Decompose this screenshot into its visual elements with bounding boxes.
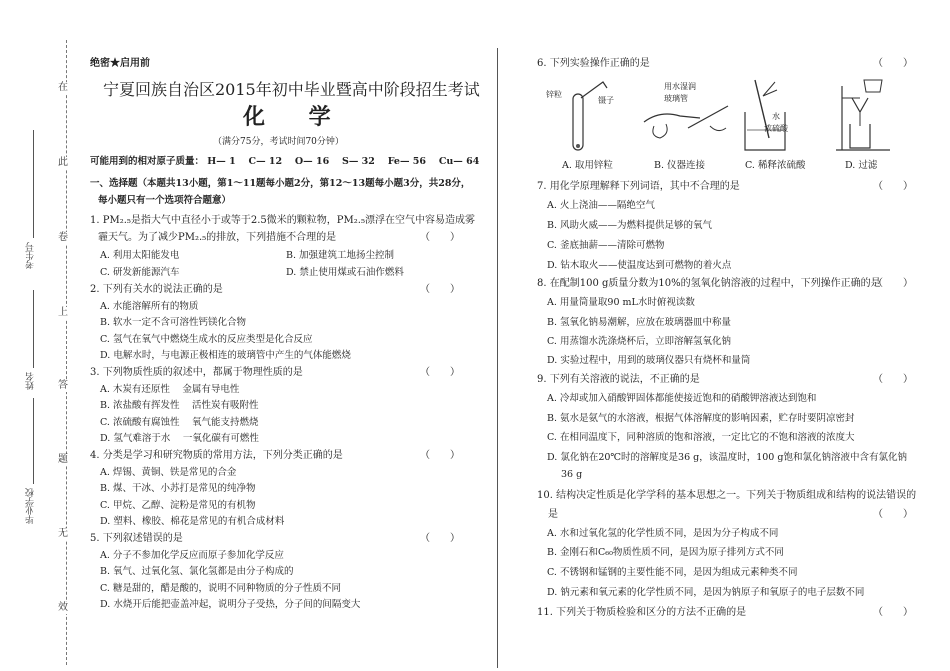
q6-option-d: D. 过滤 xyxy=(845,160,878,171)
answer-paren: （ ） xyxy=(420,533,460,544)
answer-paren: （ ） xyxy=(420,450,460,461)
q7-option-a: A. 火上浇油——隔绝空气 xyxy=(547,200,655,211)
q5-stem: 5. 下列叙述错误的是 xyxy=(90,533,183,544)
q1-stem: 1. PM₂.₅是指大气中直径小于或等于2.5微米的颗粒物，PM₂.₅漂浮在空气中容易造成雾 xyxy=(90,215,475,226)
seal-char: 题 xyxy=(58,454,68,465)
q6-option-a: A. 取用锌粒 xyxy=(562,160,613,171)
fig-label: 水 xyxy=(772,112,780,121)
q11-stem: 11. 下列关于物质检验和区分的方法不正确的是 xyxy=(537,607,747,618)
q7-option-d: D. 钻木取火——使温度达到可燃物的着火点 xyxy=(547,260,732,271)
fig-label: 锌粒 xyxy=(546,90,562,99)
section-heading-2: 每小题只有一个选项符合题意） xyxy=(98,195,232,206)
seal-char: 卷 xyxy=(58,232,68,243)
q1-option-d: D. 禁止使用煤或石油作燃料 xyxy=(286,267,404,278)
q10-stem: 10. 结构决定性质是化学学科的基本思想之一。下列关于物质组成和结构的说法错误的 xyxy=(537,490,917,501)
subject-title: 化 学 xyxy=(243,104,349,130)
q4-option-a: A. 焊锡、黄铜、铁是常见的合金 xyxy=(100,467,237,478)
binding-dashed-line xyxy=(66,40,67,665)
atomic-masses: 可能用到的相对原子质量： H— 1 C— 12 O— 16 S— 32 Fe— 56 Cu— 64 xyxy=(90,156,480,167)
seal-char: 此 xyxy=(58,157,68,168)
q3-stem: 3. 下列物质性质的叙述中，都属于物理性质的是 xyxy=(90,367,303,378)
q9-option-b: B. 氨水是氨气的水溶液，根据气体溶解度的影响因素，贮存时要阴凉密封 xyxy=(547,413,855,424)
answer-paren: （ ） xyxy=(873,374,913,385)
fig-label: 用水湿润 xyxy=(664,82,696,91)
figure-d-filtration xyxy=(830,76,900,154)
q5-option-b: B. 氧气、过氧化氢、氯化氢都是由分子构成的 xyxy=(100,566,294,577)
figure-a-zinc-tube xyxy=(545,76,640,154)
q3-option-a: A. 木炭有还原性 金属有导电性 xyxy=(100,384,240,395)
secret-mark: 绝密★启用前 xyxy=(90,58,150,69)
fig-label: 玻璃管 xyxy=(664,94,688,103)
seal-char: 效 xyxy=(58,602,68,613)
seal-char: 上 xyxy=(58,307,68,318)
answer-paren: （ ） xyxy=(420,367,460,378)
figure-c-dilution xyxy=(735,76,830,154)
q9-option-a: A. 冷却或加入硝酸钾固体都能使接近饱和的硝酸钾溶液达到饱和 xyxy=(547,393,817,404)
q5-option-c: C. 糖是甜的，醋是酸的，说明不同种物质的分子性质不同 xyxy=(100,583,341,594)
answer-paren: （ ） xyxy=(873,509,913,520)
column-divider xyxy=(497,48,498,668)
q2-option-c: C. 氢气在氧气中燃烧生成水的反应类型是化合反应 xyxy=(100,334,313,345)
q8-option-c: C. 用蒸馏水洗涤烧杯后，立即溶解氢氧化钠 xyxy=(547,336,731,347)
time-note: （满分75分，考试时间70分钟） xyxy=(213,137,344,147)
q4-option-d: D. 塑料、橡胶、棉花是常见的有机合成材料 xyxy=(100,516,285,527)
q9-option-d-cont: 36 g xyxy=(561,469,583,480)
answer-paren: （ ） xyxy=(873,181,913,192)
q4-stem: 4. 分类是学习和研究物质的常用方法，下列分类正确的是 xyxy=(90,450,343,461)
exam-title: 宁夏回族自治区2015年初中毕业暨高中阶段招生考试 xyxy=(103,80,480,99)
q9-option-d: D. 氯化钠在20℃时的溶解度是36 g，该温度时，100 g饱和氯化钠溶液中含有氯化钠 xyxy=(547,452,907,463)
q1-stem-2: 霾天气。为了减少PM₂.₅的排放，下列措施不合理的是 xyxy=(98,232,337,243)
q3-option-d: D. 氢气难溶于水 一氧化碳有可燃性 xyxy=(100,433,259,444)
name-line xyxy=(33,290,34,368)
q7-option-c: C. 釜底抽薪——清除可燃物 xyxy=(547,240,665,251)
q10-option-b: B. 金刚石和C₆₀物质性质不同，是因为原子排列方式不同 xyxy=(547,547,784,558)
q9-stem: 9. 下列有关溶液的说法，不正确的是 xyxy=(537,374,700,385)
q2-stem: 2. 下列有关水的说法正确的是 xyxy=(90,284,223,295)
q3-option-b: B. 浓盐酸有挥发性 活性炭有吸附性 xyxy=(100,400,259,411)
seal-char: 在 xyxy=(58,82,68,93)
answer-paren: （ ） xyxy=(420,284,460,295)
q8-option-d: D. 实验过程中，用到的玻璃仪器只有烧杯和量筒 xyxy=(547,355,751,366)
q1-option-a: A. 利用太阳能发电 xyxy=(100,250,180,261)
q10-option-c: C. 不锈钢和锰钢的主要性能不同，是因为组成元素种类不同 xyxy=(547,567,798,578)
q6-option-c: C. 稀释浓硫酸 xyxy=(745,160,806,171)
q4-option-b: B. 煤、干冰、小苏打是常见的纯净物 xyxy=(100,483,256,494)
answer-paren: （ ） xyxy=(873,58,913,69)
q6-stem: 6. 下列实验操作正确的是 xyxy=(537,58,650,69)
q3-option-c: C. 浓硫酸有腐蚀性 氧气能支持燃烧 xyxy=(100,417,259,428)
fig-label: 浓硫酸 xyxy=(764,124,788,133)
q2-option-a: A. 水能溶解所有的物质 xyxy=(100,301,199,312)
name-label: 姓名 xyxy=(26,372,36,390)
q7-stem: 7. 用化学原理解释下列词语，其中不合理的是 xyxy=(537,181,740,192)
q10-option-d: D. 钠元素和氧元素的化学性质不同，是因为钠原子和氧原子的电子层数不同 xyxy=(547,587,865,598)
q8-option-a: A. 用量筒量取90 mL水时俯视读数 xyxy=(547,297,695,308)
q2-option-b: B. 软水一定不含可溶性钙镁化合物 xyxy=(100,317,247,328)
exam-no-line xyxy=(33,130,34,238)
q8-stem: 8. 在配制100 g质量分数为10%的氢氧化钠溶液的过程中，下列操作正确的是 xyxy=(537,278,881,289)
q7-option-b: B. 风助火威——为燃料提供足够的氧气 xyxy=(547,220,713,231)
section-heading: 一、选择题（本题共13小题，第1～11题每小题2分，第12～13题每小题3分，共28分， xyxy=(90,178,471,189)
answer-paren: （ ） xyxy=(420,232,460,243)
q10-option-a: A. 水和过氧化氢的化学性质不同，是因为分子构成不同 xyxy=(547,528,779,539)
q1-option-c: C. 研发新能源汽车 xyxy=(100,267,180,278)
q1-option-b: B. 加强建筑工地扬尘控制 xyxy=(286,250,395,261)
q10-stem-2: 是 xyxy=(548,509,558,520)
seal-char: 答 xyxy=(58,380,68,391)
q9-option-c: C. 在相同温度下，同种溶质的饱和溶液，一定比它的不饱和溶液的浓度大 xyxy=(547,432,855,443)
school-label: 毕业学校 xyxy=(26,488,36,524)
answer-paren: （ ） xyxy=(873,278,913,289)
seal-char: 无 xyxy=(58,528,68,539)
answer-paren: （ ） xyxy=(873,607,913,618)
q4-option-c: C. 甲烷、乙醇、淀粉是常见的有机物 xyxy=(100,500,256,511)
q5-option-d: D. 水烧开后能把壶盖冲起，说明分子受热，分子间的间隔变大 xyxy=(100,599,361,610)
q5-option-a: A. 分子不参加化学反应而原子参加化学反应 xyxy=(100,550,284,561)
fig-label: 镊子 xyxy=(598,96,614,105)
q8-option-b: B. 氢氧化钠易潮解，应放在玻璃器皿中称量 xyxy=(547,317,732,328)
q2-option-d: D. 电解水时，与电源正极相连的玻璃管中产生的气体能燃烧 xyxy=(100,350,351,361)
school-line xyxy=(33,398,34,484)
exam-no-label: 考生号 xyxy=(26,242,36,269)
q6-option-b: B. 仪器连接 xyxy=(654,160,706,171)
